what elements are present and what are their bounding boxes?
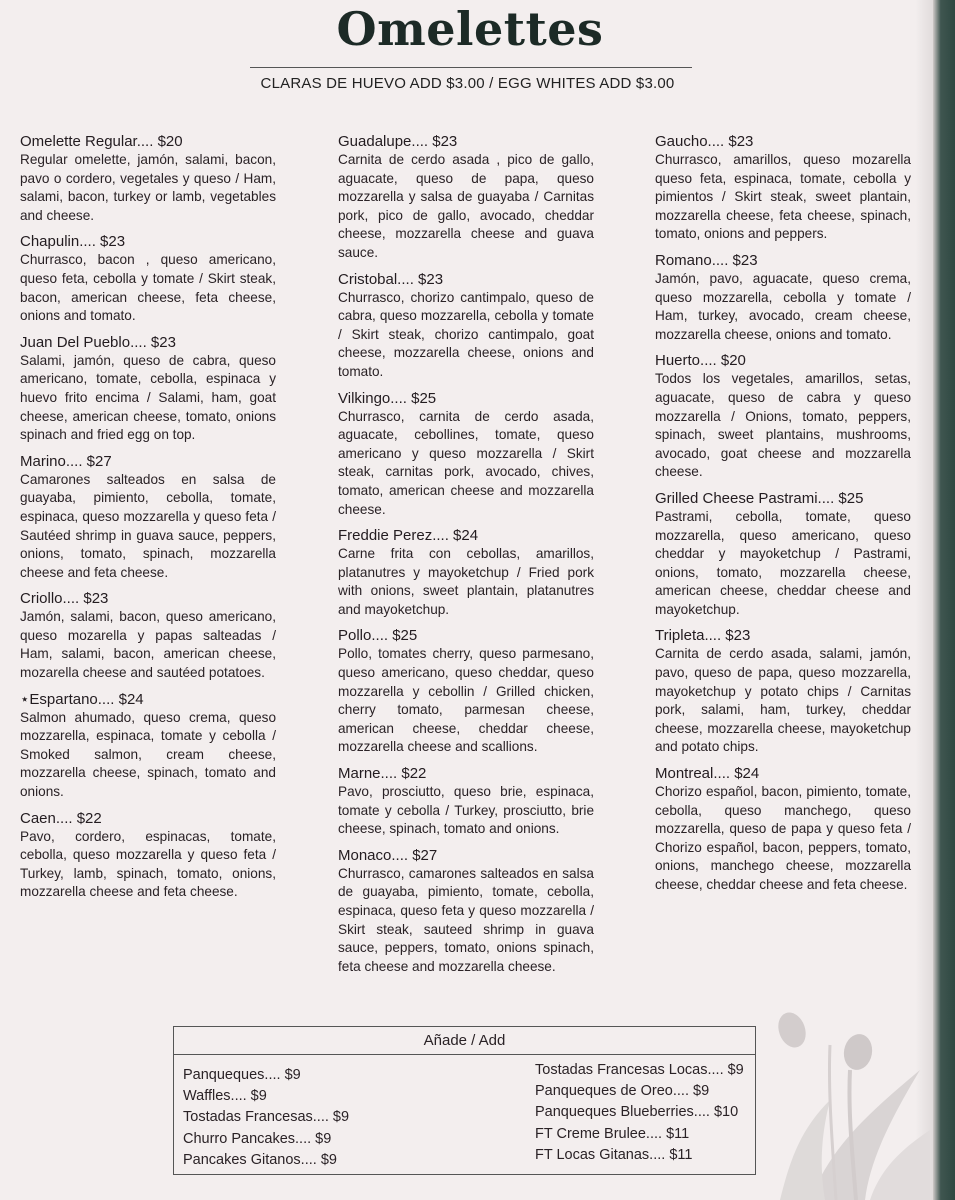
- item-description: Todos los vegetales, amarillos, setas, aguacate, queso de cabra y queso mozzarella / Onions, tomato, peppers, spinach, sweet plantains, mushrooms, avocado, goat cheese and mozzarella cheese.: [655, 371, 911, 480]
- add-on-item: Tostadas Francesas Locas.... $9: [535, 1062, 744, 1078]
- add-on-item: Panqueques de Oreo.... $9: [535, 1083, 710, 1100]
- item-description: Churrasco, bacon , queso americano, queso feta, cebolla y tomate / Skirt steak, bacon, american cheese, feta cheese, onions and tomato.: [20, 252, 276, 324]
- item-description: Carne frita con cebollas, amarillos, platanutres y mayoketchup / Fried pork with onions, sweet plantain, platanutres and mayoketchup.: [338, 546, 594, 617]
- item-name: Monaco.... $27: [338, 846, 438, 864]
- item-name: Freddie Perez.... $24: [338, 527, 479, 545]
- item-name: Huerto.... $20: [655, 352, 746, 370]
- menu-item: [20, 690, 276, 802]
- item-description: Pavo, prosciutto, queso brie, espinaca, tomate y cebolla / Turkey, prosciutto, brie cheese, spinach, tomato and onions.: [338, 784, 594, 837]
- item-name: Pollo.... $25: [338, 627, 418, 645]
- item-name: Tripleta.... $23: [655, 627, 751, 645]
- add-on-item: FT Creme Brulee.... $11: [535, 1125, 690, 1142]
- menu-item: [20, 809, 276, 902]
- add-on-item: Panqueques Blueberries.... $10: [535, 1104, 739, 1121]
- item-name: Marne.... $22: [338, 765, 427, 783]
- menu-item: [338, 132, 594, 263]
- add-on-item: Tostadas Francesas.... $9: [183, 1109, 350, 1126]
- item-name: Guadalupe.... $23: [338, 133, 458, 150]
- title-divider: [250, 67, 692, 68]
- item-name: Chapulin.... $23: [20, 233, 126, 251]
- menu-item: [338, 626, 594, 757]
- item-name: Romano.... $23: [655, 251, 758, 269]
- menu-item: [338, 270, 594, 382]
- menu-item: [338, 526, 594, 619]
- menu-item: [20, 132, 276, 225]
- item-description: Camarones salteados en salsa de guayaba, pimiento, cebolla, tomate, espinaca, queso mozzarella y queso feta / Sautéed shrimp in guava sauce, peppers, onions, tomato, spinach, mozzarella cheese and feta cheese.: [20, 471, 276, 580]
- item-description: Churrasco, amarillos, queso mozarella queso feta, espinaca, tomate, cebolla y pimientos / Skirt steak, sweet plantain, mozzarella cheese, feta cheese, spinach, tomato, onions and peppers.: [655, 152, 911, 242]
- menu-item: [20, 232, 276, 325]
- item-description: Jamón, salami, bacon, queso americano, queso mozarella y papas salteadas / Ham, salami, bacon, american cheese, mozarella cheese and sautéed potatoes.: [20, 609, 276, 681]
- menu-item: [338, 389, 594, 520]
- menu-item: [655, 489, 911, 620]
- item-name: Criollo.... $23: [20, 590, 109, 608]
- menu-item: [20, 589, 276, 682]
- menu-column-2: [338, 132, 594, 983]
- item-description: Regular omelette, jamón, salami, bacon, pavo o cordero, vegetales y queso / Ham, salami, bacon, turkey or lamb, vegetables and cheese.: [20, 152, 276, 223]
- add-ons-right-list: [535, 1060, 744, 1166]
- item-name: Cristobal.... $23: [338, 270, 444, 288]
- egg-whites-note: CLARAS DE HUEVO ADD $3.00 / EGG WHITES ADD $3.00: [260, 75, 675, 92]
- add-on-item: Waffles.... $9: [183, 1088, 267, 1105]
- menu-item: [655, 251, 911, 344]
- menu-item: [20, 452, 276, 583]
- item-description: Salami, jamón, queso de cabra, queso americano, tomate, cebolla, espinaca y huevo frito encima / Salami, ham, goat cheese, american cheese, tomato, onions spinach and fried egg on top.: [20, 352, 276, 443]
- item-name: Marino.... $27: [20, 452, 112, 470]
- item-name: Montreal.... $24: [655, 765, 760, 783]
- add-on-item: Panqueques.... $9: [183, 1067, 301, 1083]
- item-description: Churrasco, carnita de cerdo asada, aguacate, cebollines, tomate, queso americano y queso mozzarella / Skirt steak, carnitas pork, avocado, chives, tomato, american cheese and mozzarella cheese.: [338, 408, 594, 517]
- menu-binding: [933, 0, 955, 1200]
- item-name: Grilled Cheese Pastrami.... $25: [655, 489, 864, 507]
- item-description: Churrasco, chorizo cantimpalo, queso de cabra, queso mozzarella, cebolla y tomate / Skirt steak, chorizo cantimpalo, goat cheese, mozzarella cheese, onions and tomato.: [338, 289, 594, 379]
- item-name: Omelette Regular.... $20: [20, 133, 183, 150]
- item-description: Jamón, pavo, aguacate, queso crema, queso mozzarella, cebolla y tomate / Ham, turkey, avocado, cream cheese, mozzarella cheese, onions and tomato.: [655, 270, 911, 342]
- add-ons-box: [173, 1026, 756, 1175]
- menu-column-1: [20, 132, 276, 909]
- item-description: Chorizo español, bacon, pimiento, tomate, cebolla, queso manchego, queso mozzarella, queso de papa y queso feta / Chorizo español, bacon, peppers, tomato, onions, manchego cheese, mozzarella cheese, cheddar cheese and feta cheese.: [655, 784, 911, 892]
- item-description: Carnita de cerdo asada, salami, jamón, pavo, queso de papa, queso mozzarella, mayoketchup y potato chips / Carnitas pork, salami, ham, turkey, cheddar cheese, mozzarella cheese, mayoketchup and potato chips.: [655, 646, 911, 755]
- add-ons-title: Añade / Add: [174, 1027, 755, 1055]
- item-name: Vilkingo.... $25: [338, 389, 437, 407]
- add-ons-left-list: [183, 1065, 349, 1171]
- menu-item: [338, 846, 594, 977]
- item-name: ⋆Espartano.... $24: [20, 690, 144, 708]
- menu-item: [655, 764, 911, 895]
- decorative-plant-icon: [770, 1000, 930, 1200]
- item-description: Pavo, cordero, espinacas, tomate, cebolla, queso mozzarella y queso feta / Turkey, lamb, spinach, tomato, onions, mozzarella cheese and feta cheese.: [20, 828, 276, 900]
- page-title: Omelettes: [336, 2, 604, 56]
- menu-item: [655, 351, 911, 482]
- menu-column-3: [655, 132, 911, 902]
- item-description: Churrasco, camarones salteados en salsa de guayaba, pimiento, tomate, cebolla, espinaca, queso feta y queso mozzarella / Skirt steak, sauteed shrimp in guava sauce, peppers, tomato, onions spinach, feta cheese and mozzarella cheese.: [338, 865, 594, 974]
- menu-item: [20, 333, 276, 445]
- add-on-item: FT Locas Gitanas.... $11: [535, 1146, 693, 1163]
- item-description: Carnita de cerdo asada , pico de gallo, aguacate, queso de papa, queso mozzarella y salsa de guayaba / Carnitas pork, pico de gallo, avocado, cheddar cheese, mozzarella cheese and guava sauce.: [338, 152, 594, 260]
- item-description: Pollo, tomates cherry, queso parmesano, queso americano, queso cheddar, queso mozzarella y cebollin / Grilled chicken, cherry tomato, parmesan cheese, american cheese, cheddar cheese, mozzarella cheese and scallions.: [338, 646, 594, 755]
- item-description: Pastrami, cebolla, tomate, queso mozzarella, queso americano, queso cheddar y mayoketchup / Pastrami, onions, tomato, mozzarella cheese, american cheese, cheddar cheese and mayoketchup.: [655, 508, 911, 617]
- add-on-item: Churro Pancakes.... $9: [183, 1130, 332, 1147]
- add-on-item: Pancakes Gitanos.... $9: [183, 1151, 337, 1168]
- item-name: Caen.... $22: [20, 809, 102, 827]
- item-name: Gaucho.... $23: [655, 133, 754, 150]
- menu-item: [655, 626, 911, 757]
- menu-item: [655, 132, 911, 244]
- menu-item: [338, 764, 594, 839]
- item-name: Juan Del Pueblo.... $23: [20, 333, 176, 351]
- item-description: Salmon ahumado, queso crema, queso mozzarella, espinaca, tomate y cebolla / Smoked salmon, cream cheese, mozzarella cheese, spinach, tomato and onions.: [20, 709, 276, 800]
